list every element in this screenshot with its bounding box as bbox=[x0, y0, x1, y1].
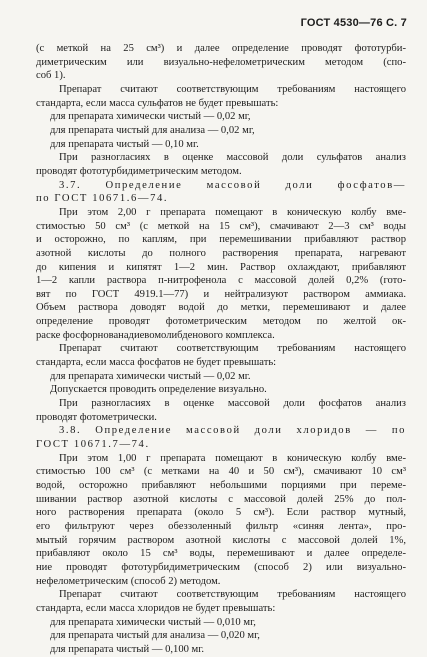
text-line: Допускается проводить определение визуально. bbox=[50, 384, 267, 396]
text-line: 3.7. Определение массовой доли фосфатов— bbox=[59, 179, 406, 191]
text-line: его фильтруют через обеззоленный фильтр «синяя лента», про- bbox=[36, 520, 406, 532]
text-line: водой, осторожно прибавляют небольшими порциями при переме- bbox=[36, 480, 406, 491]
text-line: стимостью 100 см³ (с метками на 40 и 50 см³), смачивают 10 см³ bbox=[36, 466, 406, 478]
text-line: шивании раствор азотной кислоты с массовой долей 25% до пол- bbox=[36, 493, 406, 505]
text-line: диметрическим или визуально-нефелометрическим методом (спо- bbox=[36, 56, 406, 68]
text-line: 1—2 капли раствора п-нитрофенола с массовой долей 0,2% (гото- bbox=[36, 275, 406, 287]
text-line: ГОСТ 10671.7—74. bbox=[36, 439, 150, 451]
text-line: до кипения и кипятят 1—2 мин. Раствор охлаждают, прибавляют bbox=[36, 261, 406, 273]
text-line: При разногласиях в оценке массовой доли фосфатов анализ bbox=[59, 398, 406, 410]
text-line: проводят фотометрически. bbox=[36, 411, 157, 423]
text-line: 3.8. Определение массовой доли хлоридов — по bbox=[59, 425, 406, 437]
text-line: стандарта, если масса сульфатов не будет превышать: bbox=[36, 97, 279, 109]
text-line: вят по ГОСТ 4919.1—77) и нейтрализуют раствором аммиака. bbox=[36, 288, 406, 300]
text-line: Препарат считают соответствующим требованиям настоящего bbox=[59, 83, 406, 95]
text-line: ного растворения препарата (около 5 см³). Если раствор мутный, bbox=[36, 507, 406, 519]
text-line: стандарта, если масса фосфатов не будет превышать: bbox=[36, 357, 277, 369]
text-line: Препарат считают соответствующим требованиям настоящего bbox=[59, 589, 406, 601]
text-line: определение проводят фотометрическим методом по желтой ок- bbox=[36, 316, 406, 328]
text-line: Препарат считают соответствующим требованиям настоящего bbox=[59, 343, 406, 355]
text-line: раске фосфорнованадиевомолибденового комплекса. bbox=[36, 329, 275, 341]
text-line: проводят фототурбидиметрическим методом. bbox=[36, 165, 242, 177]
document-body bbox=[36, 42, 406, 657]
text-line: При разногласиях в оценке массовой доли сульфатов анализ bbox=[59, 152, 406, 164]
text-line: для препарата химически чистый — 0,02 мг, bbox=[50, 111, 251, 123]
text-line: для препарата чистый — 0,10 мг. bbox=[50, 138, 199, 150]
text-line: и осторожно, по каплям, при перемешивании прибавляют раствор bbox=[36, 234, 406, 246]
text-line: нефелометрическим (способ 2) методом. bbox=[36, 575, 221, 587]
text-line: азотной кислоты до полного растворения препарата, нагревают bbox=[36, 247, 406, 259]
text-line: для препарата химически чистый — 0,02 мг. bbox=[50, 370, 251, 382]
text-line: для препарата чистый — 0,100 мг. bbox=[50, 643, 205, 655]
text-line: для препарата химически чистый — 0,010 мг, bbox=[50, 616, 256, 628]
text-line: Объем раствора доводят водой до метки, перемешивают и далее bbox=[36, 302, 406, 314]
text-line: При этом 1,00 г препарата помещают в коническую колбу вме- bbox=[59, 452, 406, 464]
text-line: (с меткой на 25 см³) и далее определение проводят фототурби- bbox=[36, 43, 406, 54]
text-line: для препарата чистый для анализа — 0,020 мг, bbox=[50, 630, 260, 642]
text-line: стандарта, если масса хлоридов не будет превышать: bbox=[36, 602, 276, 614]
text-line: по ГОСТ 10671.6—74. bbox=[36, 193, 169, 205]
text-line: соб 1). bbox=[36, 70, 66, 82]
text-line: для препарата чистый для анализа — 0,02 мг, bbox=[50, 124, 255, 136]
text-line: мытый горячим раствором азотной кислоты с массовой долей 1%, bbox=[36, 534, 406, 546]
text-line: прибавляют около 15 см³ воды, перемешивают и далее определе- bbox=[36, 548, 406, 560]
text-line: стимостью 50 см³ (с меткой на 15 см³), смачивают 2—3 см³ воды bbox=[36, 220, 406, 232]
text-line: ние проводят фототурбидиметрическим (способ 2) или визуально- bbox=[36, 561, 406, 573]
page-header: ГОСТ 4530—76 С. 7 bbox=[300, 17, 407, 29]
text-line: При этом 2,00 г препарата помещают в коническую колбу вме- bbox=[59, 206, 406, 218]
